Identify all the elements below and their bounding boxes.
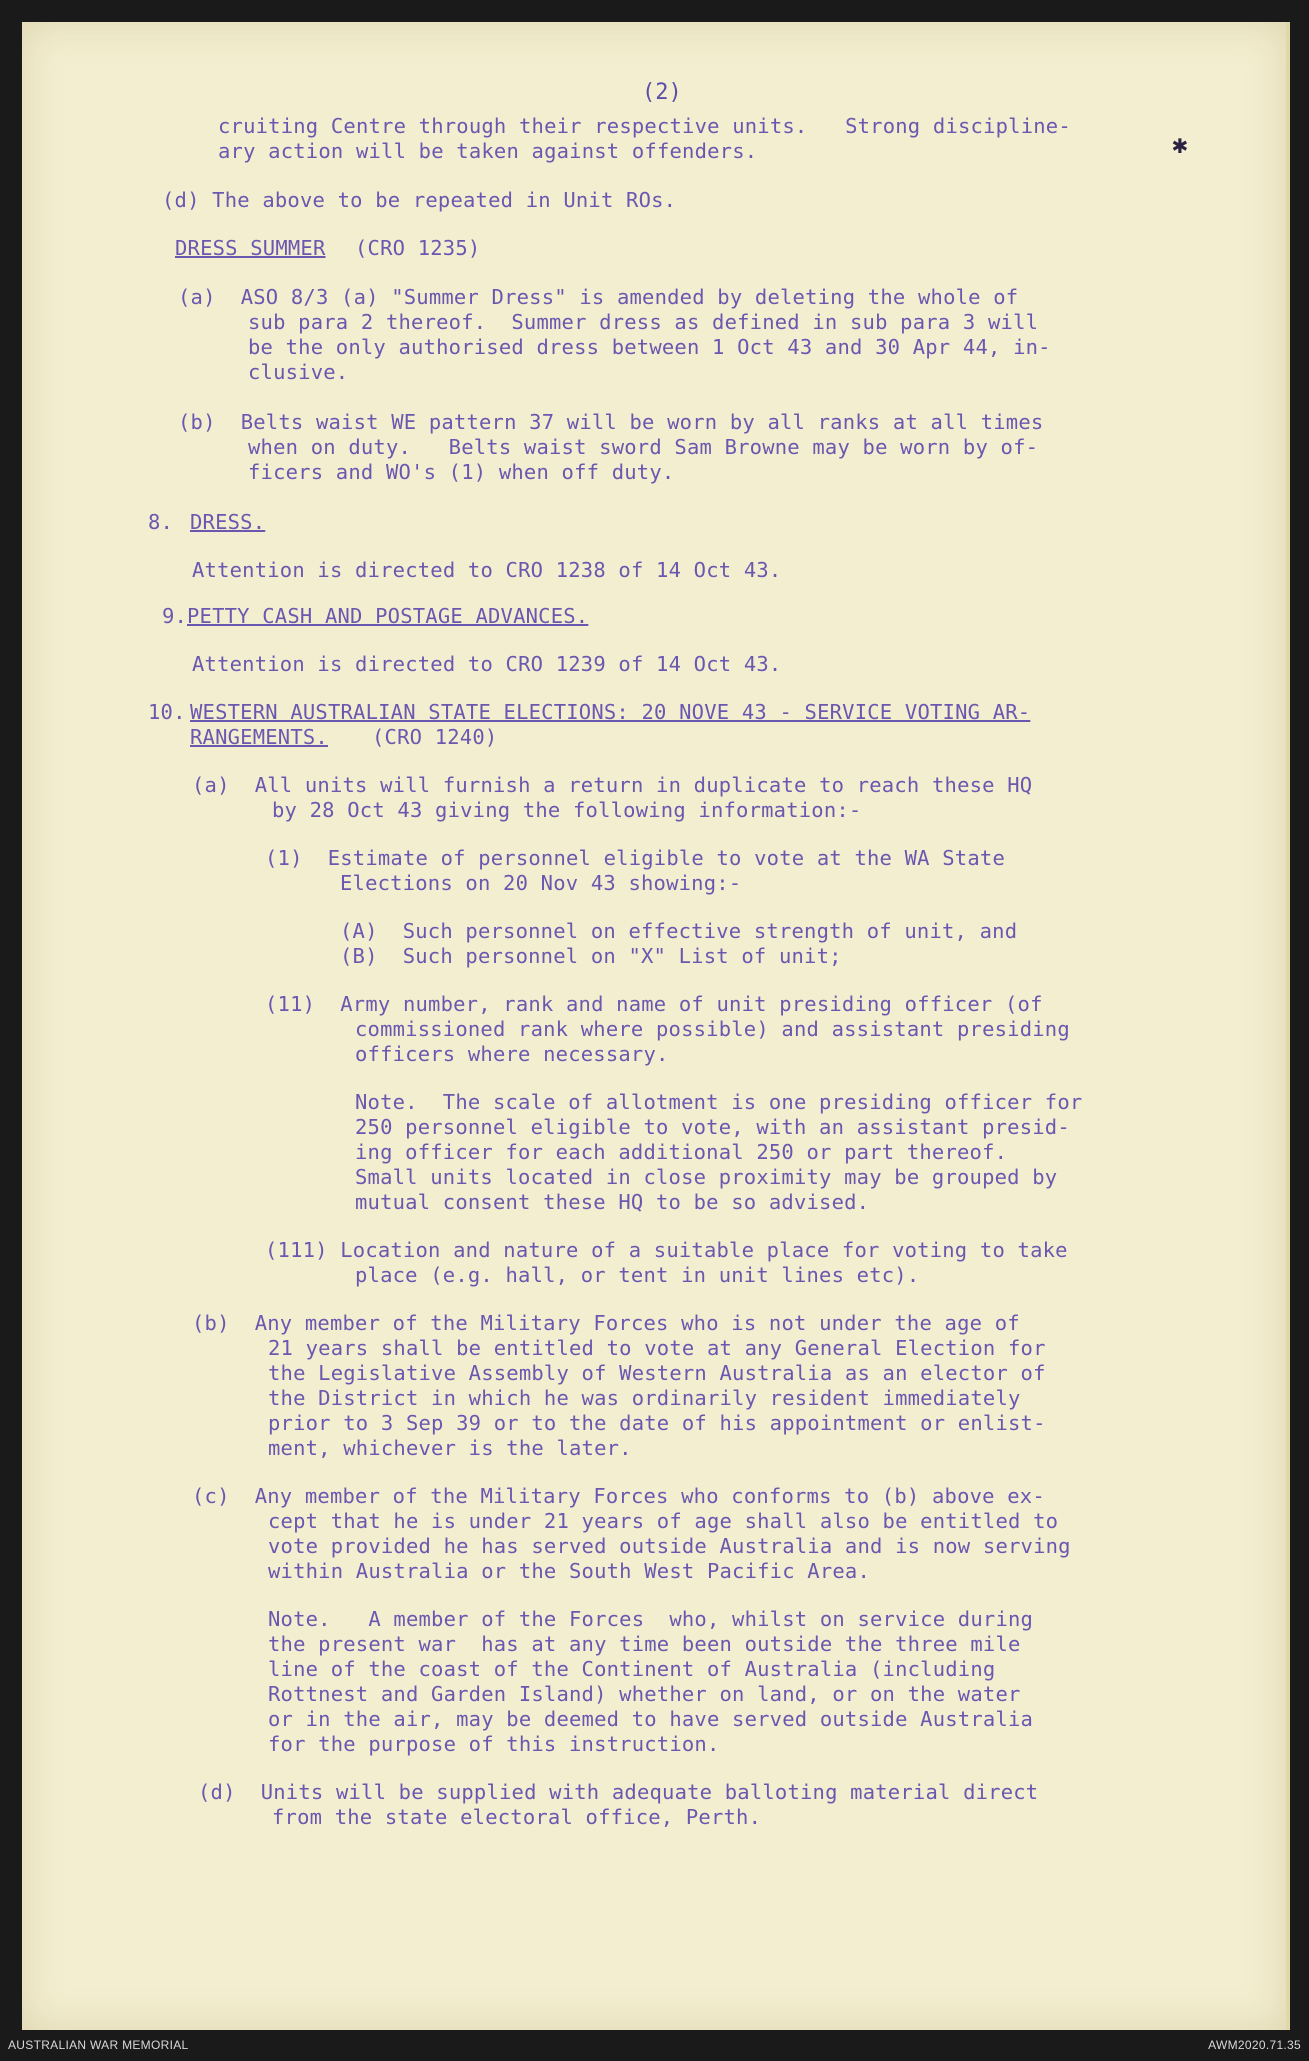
text-line: or in the air, may be deemed to have served outside Australia xyxy=(268,1707,1034,1731)
text-line: Attention is directed to CRO 1239 of 14 Oct 43. xyxy=(192,652,782,676)
text-line: mutual consent these HQ to be so advised. xyxy=(355,1190,870,1214)
text-line: vote provided he has served outside Australia and is now serving xyxy=(268,1534,1071,1558)
text-line: 21 years shall be entitled to vote at any General Election for xyxy=(268,1336,1046,1360)
text-line: (11) Army number, rank and name of unit presiding officer (of xyxy=(265,992,1043,1016)
text-line: cruiting Centre through their respective units. Strong discipline- xyxy=(218,114,1071,138)
text-line: 10. xyxy=(148,700,186,724)
text-line: (c) Any member of the Military Forces who conforms to (b) above ex- xyxy=(192,1484,1045,1508)
text-line: (111) Location and nature of a suitable place for voting to take xyxy=(265,1238,1068,1262)
ink-blot-mark: ✱ xyxy=(1172,130,1188,160)
text-line: ment, whichever is the later. xyxy=(268,1436,632,1460)
text-line: (CRO 1235) xyxy=(355,236,481,260)
text-line: for the purpose of this instruction. xyxy=(268,1732,720,1756)
footer-accession-number: AWM2020.71.35 xyxy=(1208,2038,1301,2052)
page-number: (2) xyxy=(642,80,682,105)
text-line: be the only authorised dress between 1 Oct 43 and 30 Apr 44, in- xyxy=(248,335,1051,359)
text-line: the Legislative Assembly of Western Australia as an elector of xyxy=(268,1361,1046,1385)
text-line: (b) Belts waist WE pattern 37 will be worn by all ranks at all times xyxy=(178,410,1044,434)
text-line: Attention is directed to CRO 1238 of 14 Oct 43. xyxy=(192,558,782,582)
text-line: ficers and WO's (1) when off duty. xyxy=(248,460,675,484)
text-line: commissioned rank where possible) and assistant presiding xyxy=(355,1017,1070,1041)
text-line: RANGEMENTS. xyxy=(190,725,328,749)
text-line: ing officer for each additional 250 or part thereof. xyxy=(355,1140,1008,1164)
text-line: (A) Such personnel on effective strength of unit, and xyxy=(340,919,1018,943)
text-line: (a) All units will furnish a return in duplicate to reach these HQ xyxy=(192,773,1033,797)
text-line: place (e.g. hall, or tent in unit lines etc). xyxy=(355,1263,920,1287)
text-line: officers where necessary. xyxy=(355,1042,669,1066)
text-line: (CRO 1240) xyxy=(372,725,498,749)
text-line: (B) Such personnel on "X" List of unit; xyxy=(340,944,842,968)
text-line: ary action will be taken against offenders. xyxy=(218,139,758,163)
text-line: DRESS SUMMER xyxy=(175,236,326,260)
footer-institution: AUSTRALIAN WAR MEMORIAL xyxy=(8,2038,189,2052)
text-line: from the state electoral office, Perth. xyxy=(272,1805,762,1829)
text-line: prior to 3 Sep 39 or to the date of his appointment or enlist- xyxy=(268,1411,1046,1435)
text-line: Small units located in close proximity may be grouped by xyxy=(355,1165,1058,1189)
text-line: (d) The above to be repeated in Unit ROs. xyxy=(162,188,677,212)
text-line: Note. A member of the Forces who, whilst on service during xyxy=(268,1607,1034,1631)
text-line: 9. xyxy=(162,604,188,628)
text-line: 8. xyxy=(148,510,186,534)
text-line: when on duty. Belts waist sword Sam Browne may be worn by of- xyxy=(248,435,1039,459)
text-line: Elections on 20 Nov 43 showing:- xyxy=(340,871,742,895)
text-line: WESTERN AUSTRALIAN STATE ELECTIONS: 20 NOVE 43 - SERVICE VOTING AR- xyxy=(190,700,1031,724)
text-line: (d) Units will be supplied with adequate balloting material direct xyxy=(198,1780,1039,1804)
text-line: cept that he is under 21 years of age shall also be entitled to xyxy=(268,1509,1059,1533)
text-line: DRESS. xyxy=(190,510,266,534)
text-line: within Australia or the South West Pacific Area. xyxy=(268,1559,871,1583)
text-line: by 28 Oct 43 giving the following information:- xyxy=(272,798,862,822)
text-line: the present war has at any time been outside the three mile xyxy=(268,1632,1021,1656)
text-line: Note. The scale of allotment is one presiding officer for xyxy=(355,1090,1083,1114)
text-line: the District in which he was ordinarily resident immediately xyxy=(268,1386,1021,1410)
text-line: (b) Any member of the Military Forces who is not under the age of xyxy=(192,1311,1020,1335)
text-line: clusive. xyxy=(248,360,349,384)
text-line: Rottnest and Garden Island) whether on land, or on the water xyxy=(268,1682,1021,1706)
text-line: (a) ASO 8/3 (a) "Summer Dress" is amended by deleting the whole of xyxy=(178,285,1019,309)
text-line: (1) Estimate of personnel eligible to vote at the WA State xyxy=(265,846,1005,870)
text-line: PETTY CASH AND POSTAGE ADVANCES. xyxy=(187,604,589,628)
text-line: 250 personnel eligible to vote, with an assistant presid- xyxy=(355,1115,1070,1139)
text-line: sub para 2 thereof. Summer dress as defined in sub para 3 will xyxy=(248,310,1039,334)
text-line: line of the coast of the Continent of Australia (including xyxy=(268,1657,996,1681)
